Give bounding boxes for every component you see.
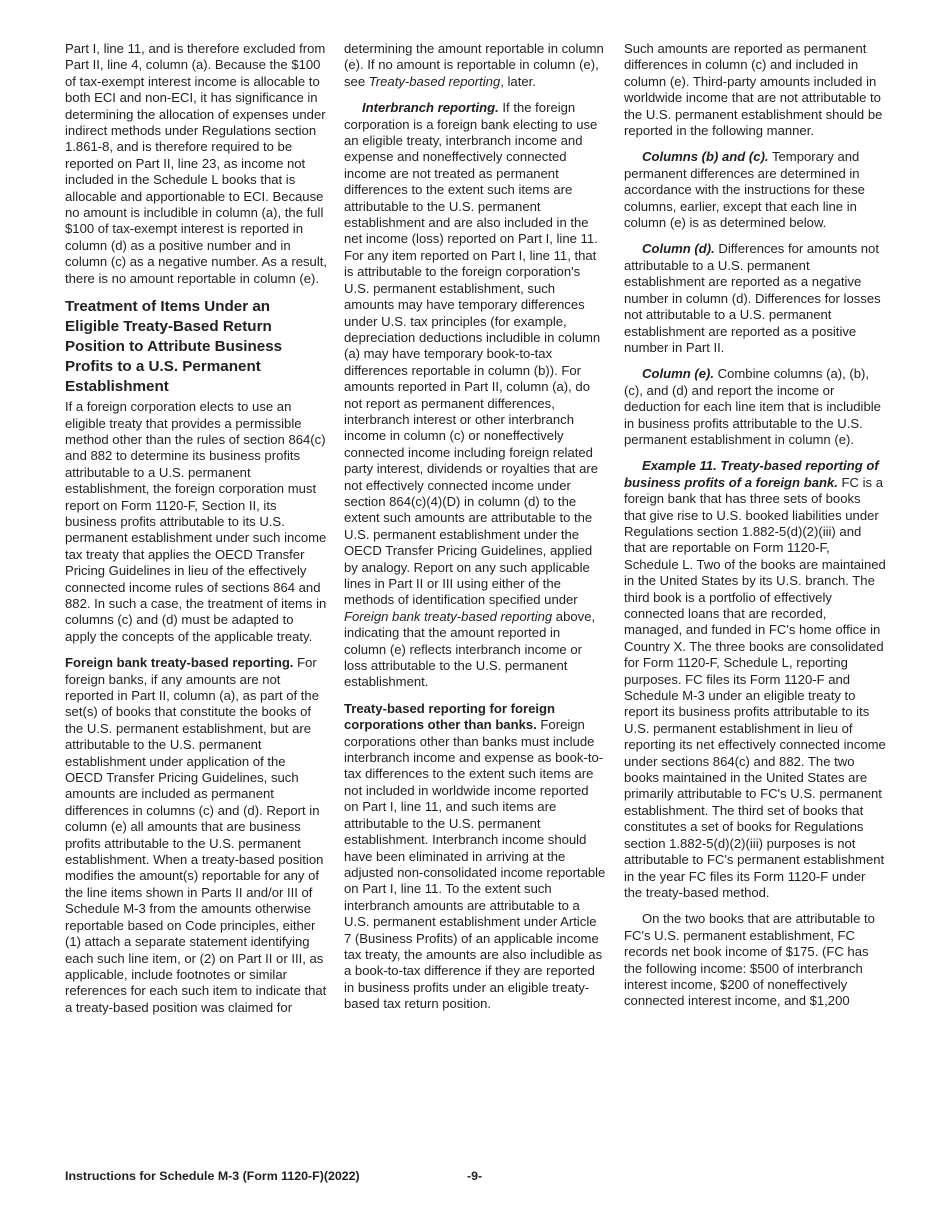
text-run: Part I, line 11, and is therefore excluded from Part II, line 4, column (a). Because the $100 of tax-exempt interest income is allocable to both ECI and non-ECI, it has significance in determining the allocation of expenses under indirect methods under Regulations section 1.861-8, and is therefore required to be reported on Part II, line 23, as income not included in the Schedule L books that is allocable and apportionable to ECI. Because no amount is includible in column (a), the full $100 of tax-exempt interest is reported in column (d) as a positive number and in column (c) as a negative number. As a result, there is no amount reportable in column (e). <box>65 41 328 286</box>
run-in-heading: Column (e). <box>642 366 715 382</box>
paragraph <box>65 41 327 287</box>
paragraph <box>624 41 886 139</box>
paragraph <box>624 458 886 901</box>
run-in-heading: Interbranch reporting. <box>362 100 499 116</box>
text-run: determining the amount reportable in column (e). If no amount is reportable in column (e), see <box>344 41 604 89</box>
page-number: -9- <box>467 1169 483 1183</box>
text-run: FC is a foreign bank that has three sets of books that give rise to U.S. booked liabilities under Regulations section 1.882-5(d)(2)(iii) and that are reportable on Form 1120-F, Schedule L. Two of the books are maintained in the United States by its U.S. branch. The third book is a portfolio of effectively connected loans that are recorded, managed, and funded in FC's home office in Country X. The three books are consolidated for Form 1120-F, Schedule L, reporting purposes. FC files its Form 1120-F and Schedule M-3 under an eligible treaty to report its business profits attributable to its U.S. permanent establishment in lieu of reporting its net effectively connected income under sections 864(c) and 882. The two books maintained in the United States are primarily attributable to FC's U.S. permanent establishment. The third set of books that constitutes a set of books for Regulations section 1.882-5(d)(2)(iii) purposes is not attributable to FC's permanent establishment in the year FC files its Form 1120-F under the treaty-based method. <box>624 474 886 900</box>
text-run: above, indicating that the amount reported in column (e) reflects interbranch income or loss attributable to the U.S. permanent establishment. <box>344 608 596 690</box>
text-run: For foreign banks, if any amounts are not reported in Part II, column (a), as part of the set(s) of books that constitute the books of the U.S. permanent establishment, but are attributable to the U.S. permanent establishment under application of the OECD Transfer Pricing Guidelines, such amounts are included as permanent differences in columns (c) and (d). Report in column (e) all amounts that are business profits attributable to the U.S. permanent establishment. When a treaty-based position modifies the amount(s) reportable for any of the line items shown in Parts II and/or III of Schedule M-3 from the amounts otherwise reportable based on Code principles, either (1) attach a separate statement identifying each such line item, or (2) on Part II or III, as applicable, include footnotes or similar references for each such item to indicate that a treaty-based position was claimed for <box>65 655 327 1015</box>
text-run: If the foreign corporation is a foreign bank electing to use an eligible treaty, interbranch income and expense and noneffectively connected income are not treated as permanent differences to the extent such items are attributable to the U.S. permanent establishment and are also included in the net income (loss) reported on Part I, line 11. For any item reported on Part I, line 11, that is attributable to the foreign corporation's U.S. permanent establishment, such amounts may have temporary differences under U.S. tax principles (for example, depreciation deductions includible in column (a) may have temporary book-to-tax differences reportable in column (b)). For amounts reported in Part II, column (a), do not report as permanent differences, interbranch interest or other interbranch income in column (c) or noneffectively connected income including foreign related party interest, dividends or royalties that are not effectively connected income under section 864(c)(4)(D) in column (d) to the extent such amounts are attributable to the U.S. permanent establishment under the OECD Transfer Pricing Guidelines, applied by analogy. Report on any such applicable lines in Part II or III using either of the methods of identification specified under <box>344 100 601 608</box>
text-column-2 <box>344 41 606 1023</box>
text-run: On the two books that are attributable to FC's U.S. permanent establishment, FC records net book income of $175. (FC has the following income: $500 of interbranch interest income, $200 of noneffectively connected interest income, and $1,200 <box>624 911 875 1009</box>
run-in-heading: Example 11. Treaty-based reporting of business profits of a foreign bank. <box>624 458 879 490</box>
section-heading: Treatment of Items Under an Eligible Treaty-Based Return Position to Attribute Business Profits to a U.S. Permanent Establishment <box>65 298 283 396</box>
paragraph <box>624 149 886 231</box>
paragraph <box>65 655 327 1016</box>
run-in-heading: Column (d). <box>642 241 715 257</box>
footer-title: Instructions for Schedule M-3 (Form 1120-F)(2022) <box>65 1169 360 1183</box>
text-run: If a foreign corporation elects to use an eligible treaty that provides a permissible method other than the rules of section 864(c) and 882 to determine its business profits attributable to a U.S. permanent establishment, the foreign corporation must report on Form 1120-F, Section II, its business profits attributable to its U.S. permanent establishment under such income tax treaty that applies the OECD Transfer Pricing Guidelines in lieu of the effectively connected income rules of sections 864 and 882. In such a case, the treatment of items in columns (c) and (d) must be adapted to apply the concepts of the applicable treaty. <box>65 399 327 644</box>
run-in-heading: Treaty-based reporting for foreign corporations other than banks. <box>344 700 555 733</box>
run-in-heading: Columns (b) and (c). <box>642 149 769 165</box>
text-run: , later. <box>500 73 536 89</box>
paragraph <box>344 41 606 90</box>
paragraph <box>624 241 886 356</box>
paragraph <box>344 701 606 1013</box>
text-run: Foreign corporations other than banks must include interbranch income and expense as book-to-tax differences to the extent such items are not included in worldwide income reported on Part I, line 11, and such items are attributable to the U.S. permanent establishment. Interbranch income should have been eliminated in arriving at the adjusted non-consolidated income reportable on Part I, line 11. To the extent such interbranch amounts are attributable to a U.S. permanent establishment under Article 7 (Business Profits) of an applicable income tax treaty, the amounts are also includible as a book-to-tax difference if they are reported in business profits under an eligible treaty-based tax return position. <box>344 717 606 1012</box>
paragraph <box>624 366 886 448</box>
run-in-heading: Treaty-based reporting <box>368 73 501 89</box>
text-run: Differences for amounts not attributable to a U.S. permanent establishment are reported as a negative number in column (d). Differences for losses not attributable to a U.S. permanent establishment are reported as a positive number in Part II. <box>624 241 881 355</box>
text-column-1 <box>65 41 327 1026</box>
run-in-heading: Foreign bank treaty-based reporting <box>344 608 553 624</box>
text-run: Such amounts are reported as permanent differences in column (c) and included in column (e). Third-party amounts included in worldwide income that are not attributable to the U.S. permanent establishment should be reported in the following manner. <box>624 41 883 139</box>
run-in-heading: Foreign bank treaty-based reporting. <box>65 655 294 671</box>
paragraph <box>344 100 606 691</box>
paragraph <box>65 399 327 645</box>
text-run: Temporary and permanent differences are determined in accordance with the instructions for these columns, earlier, except that each line in column (e) is as determined below. <box>624 149 865 231</box>
text-run: Combine columns (a), (b), (c), and (d) and report the income or deduction for each line item that is includible in business profits attributable to the U.S. permanent establishment in column (e). <box>624 366 881 447</box>
paragraph <box>624 911 886 1009</box>
text-column-3 <box>624 41 886 1020</box>
